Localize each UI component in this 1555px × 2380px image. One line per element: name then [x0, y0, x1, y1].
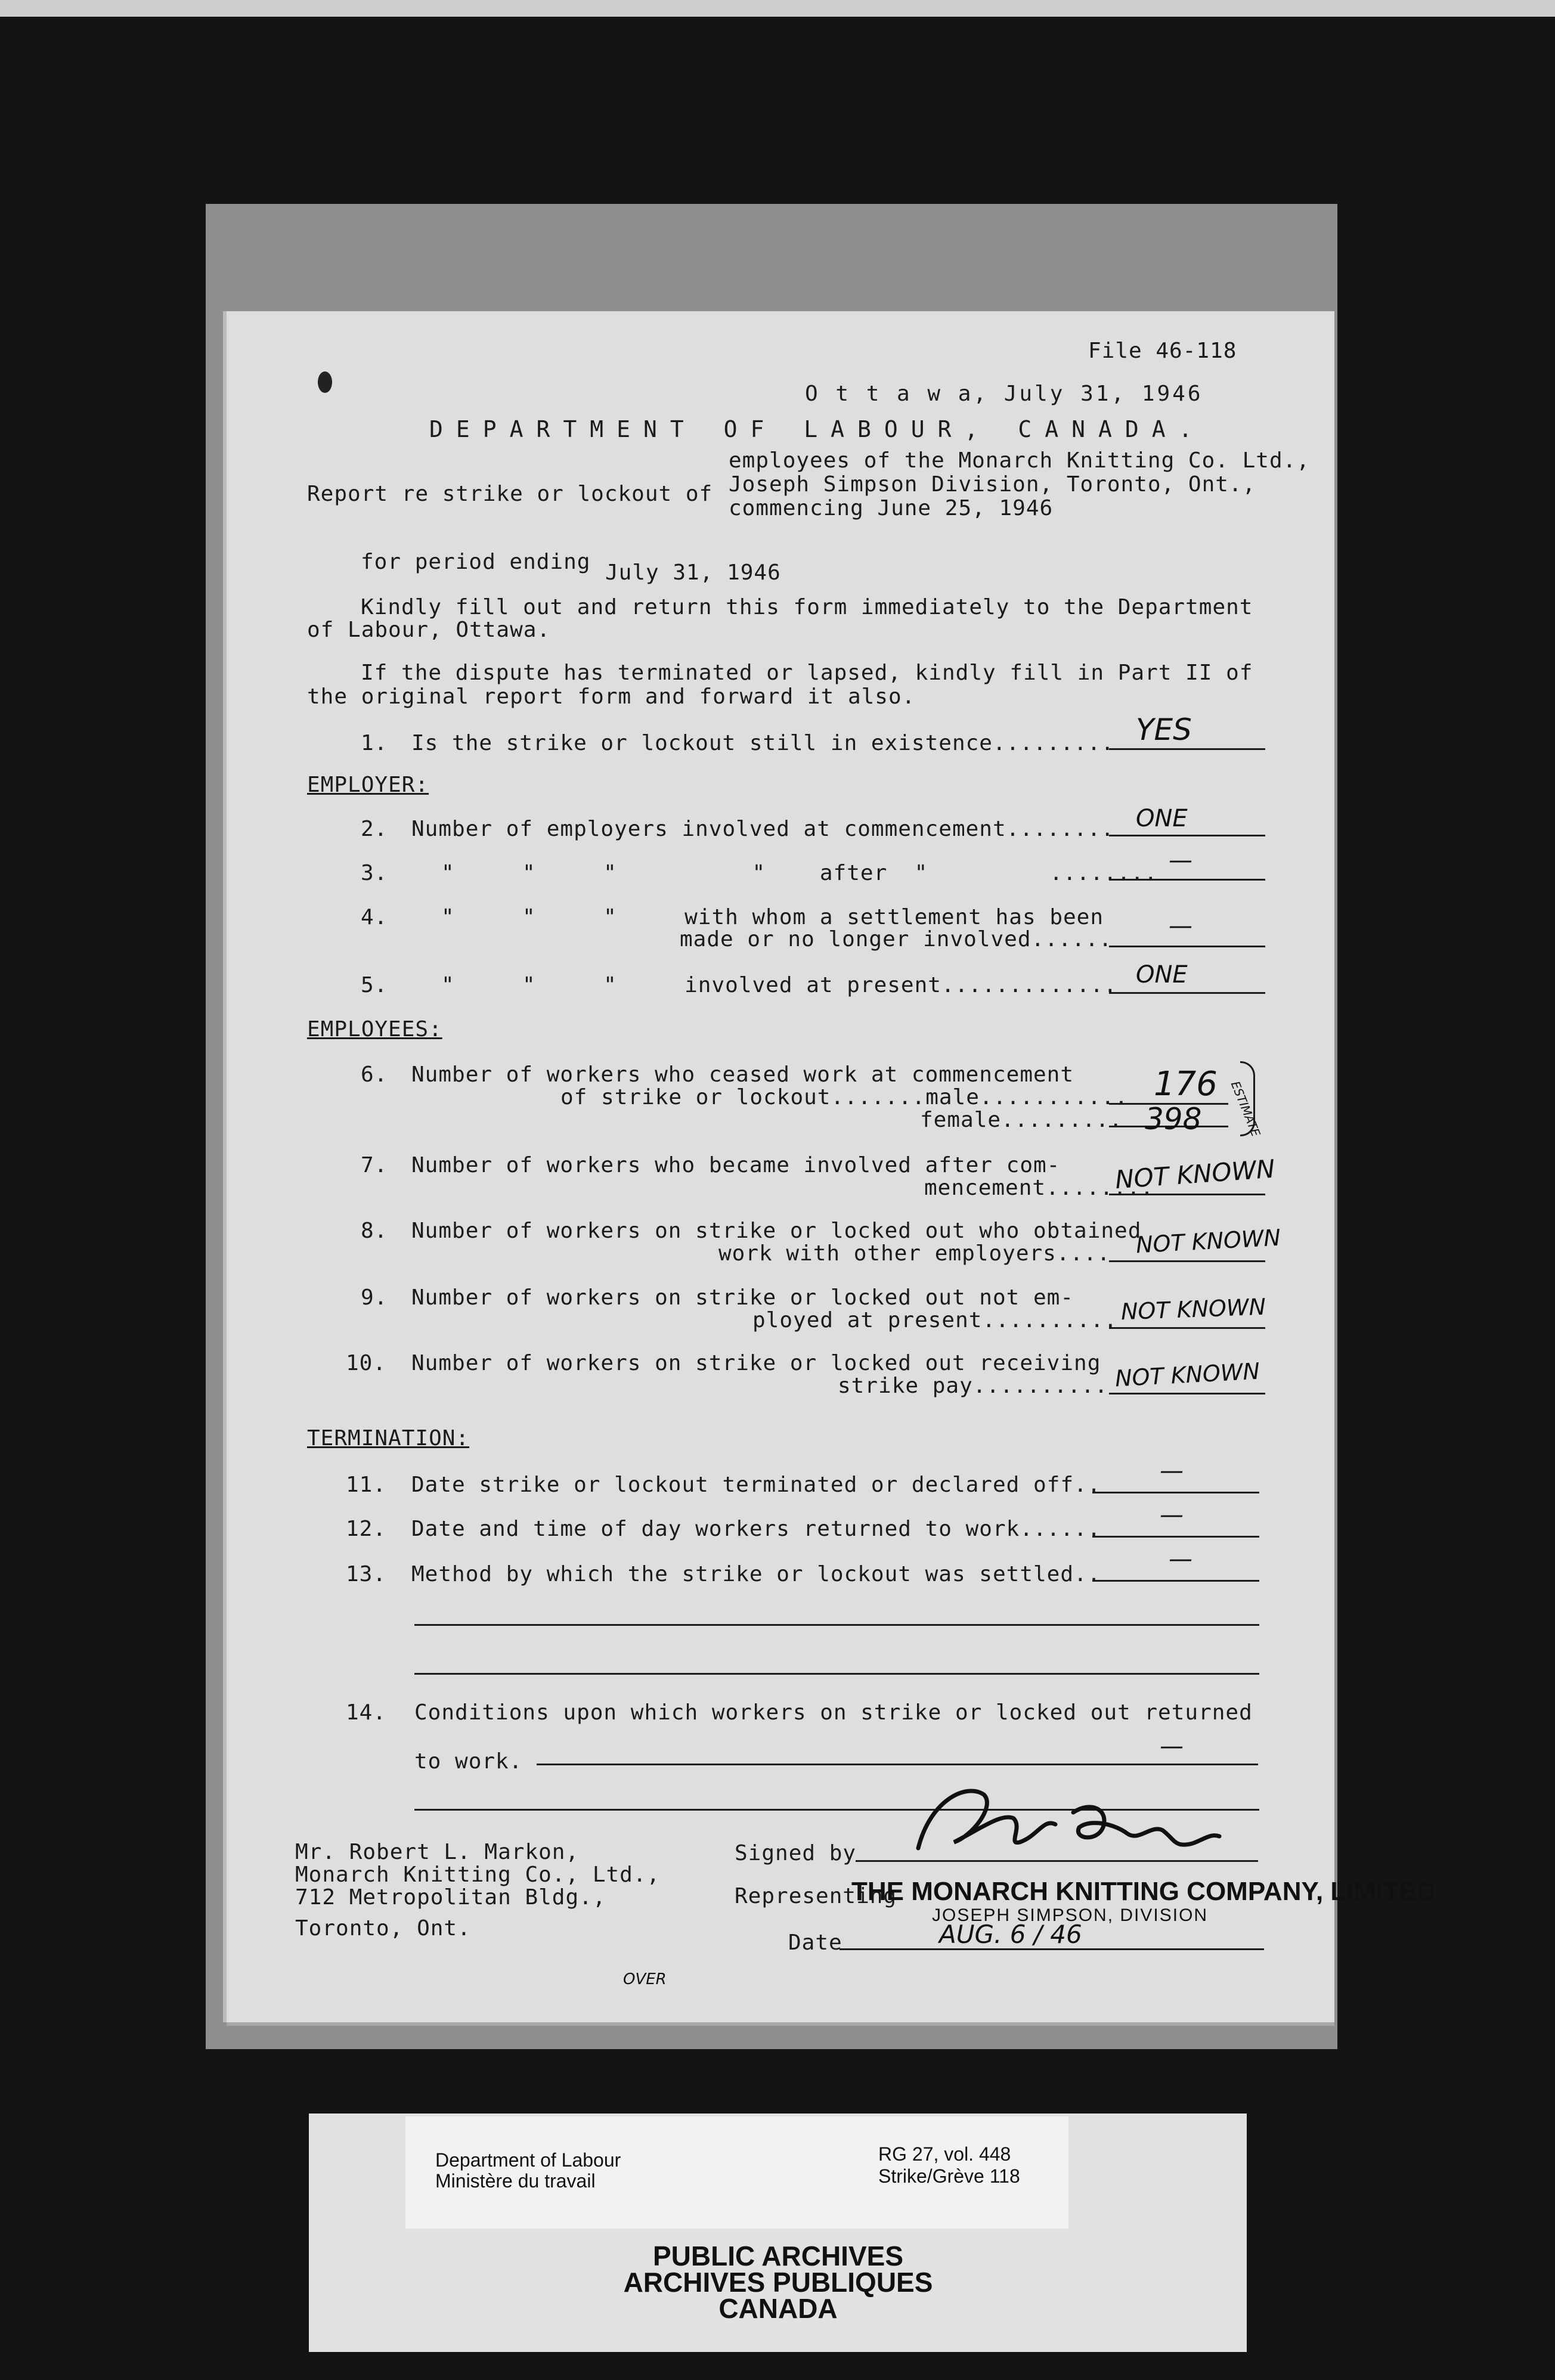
q6-text3: female......... — [920, 1108, 1123, 1132]
company-stamp: THE MONARCH KNITTING COMPANY, LIMITED — [851, 1877, 1436, 1906]
division-stamp: JOSEPH SIMPSON, DIVISION — [932, 1905, 1209, 1925]
q8-text2: work with other employers.... — [718, 1241, 1111, 1266]
q1-answer: YES — [1136, 712, 1192, 747]
q10-number: 10. — [346, 1351, 387, 1375]
q11-answer-line — [1092, 1492, 1259, 1493]
q12-text: Date and time of day workers returned to work...... — [411, 1517, 1101, 1541]
q10-answer: NOT KNOWN — [1114, 1358, 1260, 1392]
q11-answer: — — [1160, 1457, 1184, 1485]
public-archives-country: CANADA — [718, 2293, 838, 2324]
over-note: OVER — [623, 1970, 667, 1988]
q5-answer: ONE — [1136, 961, 1188, 988]
q2-text: Number of employers involved at commencement........ — [411, 817, 1115, 841]
q14-text2: to work. — [414, 1749, 523, 1774]
q4-text: " " " with whom a settlement has been — [441, 905, 1104, 929]
addressee-line3: 712 Metropolitan Bldg., — [295, 1885, 606, 1910]
q8-answer-line — [1109, 1260, 1265, 1262]
date-value: AUG. 6 / 46 — [939, 1920, 1082, 1949]
q13-extra-line-1 — [414, 1624, 1259, 1626]
q9-text2: ployed at present.......... — [752, 1308, 1118, 1332]
q13-extra-line-2 — [414, 1673, 1259, 1675]
q14-number: 14. — [346, 1700, 387, 1725]
q9-answer: NOT KNOWN — [1120, 1293, 1266, 1325]
q13-answer: — — [1169, 1545, 1192, 1573]
q5-text: " " " involved at present............. — [441, 973, 1117, 997]
signed-by-label: Signed by — [735, 1841, 857, 1865]
q14-text: Conditions upon which workers on strike or locked out returned — [414, 1700, 1253, 1725]
q9-answer-line — [1109, 1327, 1265, 1329]
q9-text: Number of workers on strike or locked out not em- — [411, 1285, 1074, 1310]
q4-text2: made or no longer involved...... — [680, 927, 1113, 952]
instruction-2a: If the dispute has terminated or lapsed, kindly fill in Part II of — [361, 661, 1253, 685]
signature-image — [894, 1777, 1228, 1866]
q8-text: Number of workers on strike or locked out who obtained — [411, 1219, 1142, 1243]
film-edge — [0, 0, 1555, 17]
q6-female-answer: 398 — [1145, 1102, 1202, 1136]
q6-male-answer: 176 — [1154, 1065, 1218, 1104]
q14-answer: — — [1160, 1733, 1184, 1760]
date-label: Date — [788, 1930, 842, 1955]
period-value: July 31, 1946 — [605, 560, 781, 585]
archive-dept-fr: Ministère du travail — [435, 2170, 596, 2192]
q7-answer-line — [1109, 1194, 1265, 1195]
q8-number: 8. — [361, 1219, 388, 1243]
q9-number: 9. — [361, 1285, 388, 1310]
q13-number: 13. — [346, 1562, 387, 1586]
addressee-line2: Monarch Knitting Co., Ltd., — [295, 1863, 661, 1887]
q11-text: Date strike or lockout terminated or declared off.. — [411, 1473, 1101, 1497]
report-label: Report re strike or lockout of — [307, 482, 713, 506]
period-label: for period ending — [361, 550, 591, 574]
q7-answer: NOT KNOWN — [1114, 1154, 1276, 1195]
q5-answer-line — [1109, 992, 1265, 994]
employees-heading: EMPLOYEES: — [307, 1017, 442, 1042]
q13-text: Method by which the strike or lockout was settled.. — [411, 1562, 1101, 1586]
report-line1: employees of the Monarch Knitting Co. Ltd., — [729, 448, 1310, 473]
place-date: O t t a w a, July 31, 1946 — [805, 382, 1203, 406]
q2-number: 2. — [361, 817, 388, 841]
q3-number: 3. — [361, 861, 388, 885]
q7-text: Number of workers who became involved after com- — [411, 1153, 1061, 1177]
addressee-line4: Toronto, Ont. — [295, 1916, 471, 1941]
q1-text: Is the strike or lockout still in existence......... — [411, 731, 1115, 755]
q13-answer-line — [1092, 1580, 1259, 1582]
q2-answer: ONE — [1136, 805, 1188, 832]
representing-label: Representing — [735, 1884, 897, 1908]
addressee-line1: Mr. Robert L. Markon, — [295, 1840, 580, 1864]
q4-answer-line — [1109, 946, 1265, 947]
archive-dept-en: Department of Labour — [435, 2149, 621, 2171]
q14-answer-line — [537, 1764, 1258, 1765]
q2-answer-line — [1109, 835, 1265, 836]
q4-answer: — — [1169, 912, 1192, 940]
q3-answer-line — [1109, 879, 1265, 881]
q10-text2: strike pay.......... — [838, 1374, 1108, 1398]
employer-heading: EMPLOYER: — [307, 773, 429, 797]
q6-number: 6. — [361, 1062, 388, 1087]
punch-hole — [318, 371, 332, 393]
q6-estimate-note: ESTIMATE — [1228, 1079, 1263, 1139]
instruction-1a: Kindly fill out and return this form immediately to the Department — [361, 595, 1253, 619]
report-line2: Joseph Simpson Division, Toronto, Ont., — [729, 472, 1256, 497]
archive-rg: RG 27, vol. 448 — [878, 2143, 1011, 2165]
q7-text2: mencement........ — [924, 1176, 1154, 1200]
q3-answer: — — [1169, 847, 1192, 874]
instruction-1b: of Labour, Ottawa. — [307, 618, 551, 642]
q7-number: 7. — [361, 1153, 388, 1177]
q12-answer: — — [1160, 1501, 1184, 1529]
q12-answer-line — [1092, 1536, 1259, 1538]
report-line3: commencing June 25, 1946 — [729, 496, 1054, 520]
q11-number: 11. — [346, 1473, 387, 1497]
q6-text2: of strike or lockout.......male........... — [560, 1085, 1129, 1110]
q8-answer: NOT KNOWN — [1135, 1224, 1281, 1259]
q6-text: Number of workers who ceased work at commencement — [411, 1062, 1074, 1087]
q1-number: 1. — [361, 731, 388, 755]
q1-answer-line — [1109, 748, 1265, 750]
q3-text: " " " " after " ........ — [441, 861, 1158, 885]
termination-heading: TERMINATION: — [307, 1426, 470, 1451]
q10-text: Number of workers on strike or locked out receiving — [411, 1351, 1101, 1375]
archive-strike: Strike/Grève 118 — [878, 2165, 1020, 2187]
q4-number: 4. — [361, 905, 388, 929]
q10-answer-line — [1109, 1393, 1265, 1394]
public-archives-en: PUBLIC ARCHIVES — [653, 2240, 903, 2271]
q12-number: 12. — [346, 1517, 387, 1541]
public-archives-fr: ARCHIVES PUBLIQUES — [623, 2267, 933, 2298]
file-number: File 46-118 — [1088, 339, 1237, 363]
q5-number: 5. — [361, 973, 388, 997]
department-title: DEPARTMENT OF LABOUR, CANADA. — [429, 416, 1206, 442]
instruction-2b: the original report form and forward it also. — [307, 684, 916, 709]
